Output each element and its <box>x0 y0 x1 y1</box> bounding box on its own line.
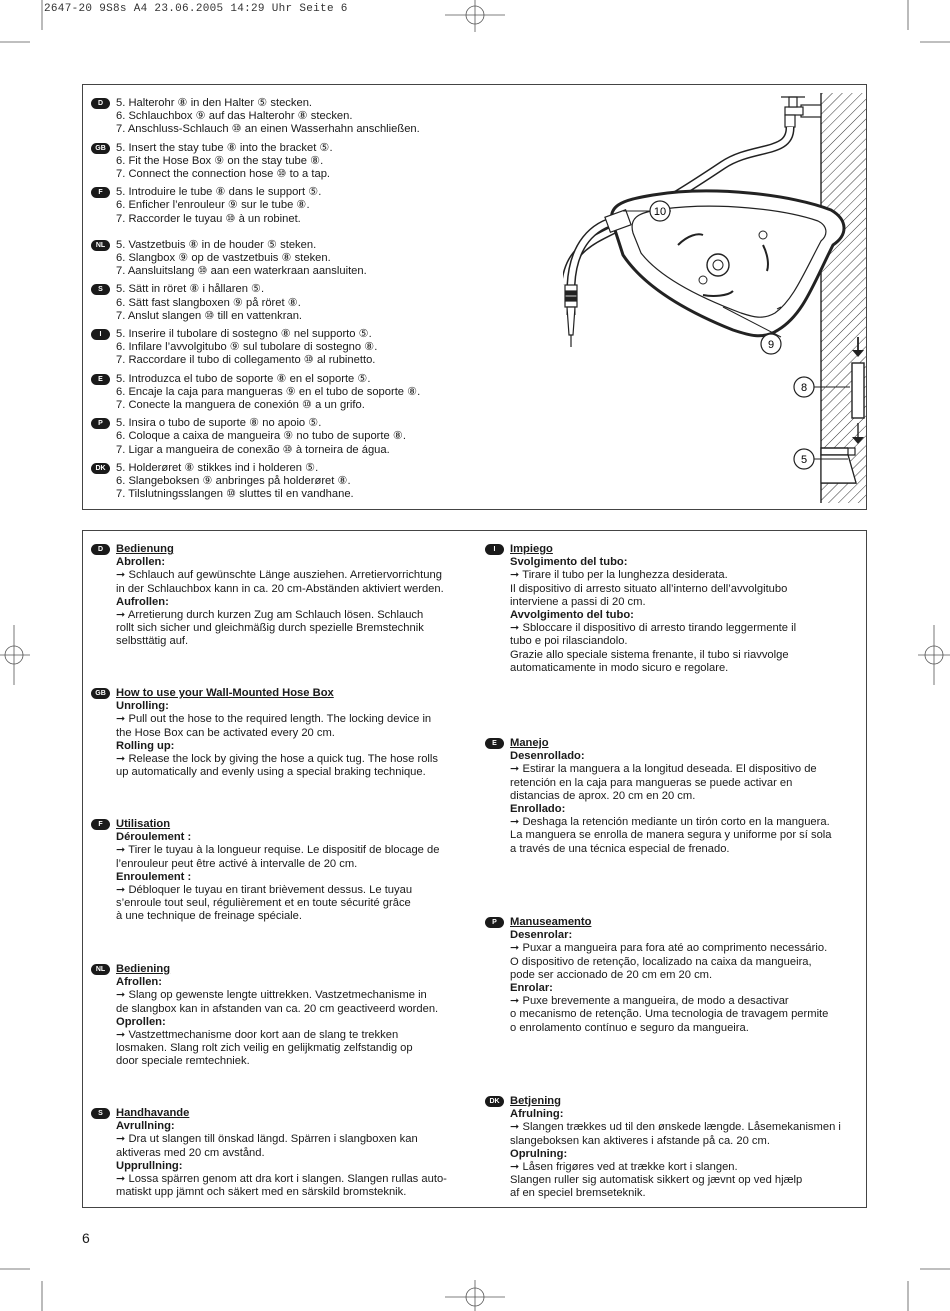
body-line: ➞ Release the lock by giving the hose a quick tug. The hose rolls <box>116 753 438 766</box>
step-group-dk <box>91 462 521 502</box>
step-line: 6. Schlauchbox ⑨ auf das Halterohr ⑧ stecken. <box>116 110 353 123</box>
body-line: La manguera se enrolla de manera segura y uniforme por sí sola <box>510 829 832 842</box>
body-line: ➞ Slangen trækkes ud til den ønskede længde. Låsemekanismen i <box>510 1121 841 1134</box>
step-line: 6. Slangeboksen ⑨ anbringes på holderøret ⑧. <box>116 475 351 488</box>
section-title: Impiego <box>510 543 553 555</box>
step-line: 7. Ligar a mangueira de conexão ⑩ à torneira de água. <box>116 443 390 456</box>
body-line: tubo e poi rilasciandolo. <box>510 635 628 648</box>
body-line: af en speciel bremseteknik. <box>510 1187 646 1200</box>
installation-panel <box>82 84 867 510</box>
body-line: ➞ Puxe brevemente a mangueira, de modo a desactivar <box>510 995 789 1008</box>
usage-section-e <box>485 737 850 856</box>
subheading: Desenrolar: <box>510 929 573 942</box>
svg-text:5: 5 <box>800 454 808 466</box>
subheading: Déroulement : <box>116 831 192 844</box>
body-line: ➞ Tirer le tuyau à la longueur requise. Le dispositif de blocage de <box>116 844 440 857</box>
body-line: Grazie allo speciale sistema frenante, il tubo si riavvolge <box>510 648 789 661</box>
svg-text:9: 9 <box>767 339 775 351</box>
body-line: ➞ Sbloccare il dispositivo di arresto tirando leggermente il <box>510 622 797 635</box>
language-badge: E <box>485 738 504 749</box>
print-slug: 2647-20 9S8s A4 23.06.2005 14:29 Uhr Seite 6 <box>44 3 348 15</box>
language-badge: DK <box>485 1096 504 1107</box>
body-line: ➞ Pull out the hose to the required length. The locking device in <box>116 713 432 726</box>
body-line: ➞ Dra ut slangen till önskad längd. Spärren i slangboxen kan <box>116 1133 418 1146</box>
body-line: o enrolamento contínuo e seguro da mangueira. <box>510 1021 749 1034</box>
language-badge: GB <box>91 143 110 154</box>
step-line: 7. Raccorder le tuyau ⑩ à un robinet. <box>116 212 301 225</box>
body-line: pode ser accionado de 20 cm em 20 cm. <box>510 968 713 981</box>
section-title: Manejo <box>510 737 549 749</box>
step-line: 5. Introduzca el tubo de soporte ⑧ en el soporte ⑤. <box>116 372 371 385</box>
subheading: Afrulning: <box>510 1108 564 1121</box>
body-line: l’enrouleur peut être activé à intervalle de 20 cm. <box>116 857 358 870</box>
language-badge: P <box>91 418 110 429</box>
subheading: Avvolgimento del tubo: <box>510 609 634 622</box>
language-badge: D <box>91 98 110 109</box>
step-line: 7. Anslut slangen ⑩ till en vattenkran. <box>116 309 303 322</box>
step-group-f <box>91 186 521 226</box>
body-line: aktiveras med 20 cm avstånd. <box>116 1146 265 1159</box>
body-line: O dispositivo de retenção, localizado na caixa da mangueira, <box>510 955 812 968</box>
water-tap-icon <box>781 97 821 127</box>
body-line: ➞ Estirar la manguera a la longitud deseada. El dispositivo de <box>510 763 817 776</box>
language-badge: F <box>91 187 110 198</box>
body-line: losmaken. Slang rolt zich veilig en gelijkmatig zelfstandig op <box>116 1042 413 1055</box>
body-line: in der Schlauchbox kann in ca. 20 cm-Abständen aktiviert werden. <box>116 582 444 595</box>
section-title: Bediening <box>116 963 171 975</box>
hose-connector-icon <box>565 285 577 347</box>
language-badge: P <box>485 917 504 928</box>
body-line: the Hose Box can be activated every 20 cm. <box>116 726 335 739</box>
usage-panel <box>82 530 867 1208</box>
body-line: ➞ Schlauch auf gewünschte Länge ausziehen. Arretiervorrichtung <box>116 569 442 582</box>
language-badge: S <box>91 284 110 295</box>
usage-section-dk <box>485 1095 850 1201</box>
usage-section-s <box>91 1107 456 1199</box>
step-line: 5. Vastzetbuis ⑧ in de houder ⑤ steken. <box>116 238 317 251</box>
step-line: 5. Introduire le tube ⑧ dans le support ⑤. <box>116 186 322 199</box>
step-group-nl <box>91 239 521 279</box>
body-line: à une technique de freinage spéciale. <box>116 910 302 923</box>
step-line: 7. Anschluss-Schlauch ⑩ an einen Wasserhahn anschließen. <box>116 123 420 136</box>
step-group-i <box>91 328 521 368</box>
step-line: 5. Sätt in röret ⑧ i hållaren ⑤. <box>116 283 265 296</box>
language-badge: DK <box>91 463 110 474</box>
language-badge: NL <box>91 964 110 975</box>
body-line: o mecanismo de retenção. Uma tecnologia de travagem permite <box>510 1008 829 1021</box>
callout-9 <box>761 334 781 354</box>
hose-box-illustration <box>563 85 868 509</box>
step-line: 6. Coloque a caixa de mangueira ⑨ no tubo de suporte ⑧. <box>116 430 406 443</box>
body-line: automaticamente in modo sicuro e regolare. <box>510 661 729 674</box>
body-line: up automatically and evenly using a special braking technique. <box>116 766 426 779</box>
body-line: s’enroule tout seul, régulièrement et en toute sécurité grâce <box>116 897 411 910</box>
svg-text:10: 10 <box>653 206 667 218</box>
body-line: ➞ Débloquer le tuyau en tirant brièvement dessus. Le tuyau <box>116 884 413 897</box>
step-line: 7. Tilslutningsslangen ⑩ sluttes til en vandhane. <box>116 488 354 501</box>
step-line: 5. Insert the stay tube ⑧ into the bracket ⑤. <box>116 141 333 154</box>
language-badge: D <box>91 544 110 555</box>
section-title: Handhavande <box>116 1107 190 1119</box>
step-line: 5. Inserire il tubolare di sostegno ⑧ nel supporto ⑤. <box>116 328 372 341</box>
body-line: ➞ Arretierung durch kurzen Zug am Schlauch lösen. Schlauch <box>116 609 424 622</box>
body-line: a través de una técnica especial de frenado. <box>510 842 730 855</box>
usage-section-f <box>91 818 456 924</box>
step-line: 6. Fit the Hose Box ⑨ on the stay tube ⑧. <box>116 154 324 167</box>
subheading: Aufrollen: <box>116 595 169 608</box>
step-group-e <box>91 373 521 413</box>
language-badge: E <box>91 374 110 385</box>
section-title: Utilisation <box>116 818 171 830</box>
step-line: 7. Raccordare il tubo di collegamento ⑩ al rubinetto. <box>116 354 376 367</box>
step-line: 6. Slangbox ⑨ op de vastzetbuis ⑧ steken. <box>116 252 331 265</box>
usage-section-gb <box>91 687 456 779</box>
usage-section-nl <box>91 963 456 1069</box>
step-line: 5. Insira o tubo de suporte ⑧ no apoio ⑤. <box>116 417 322 430</box>
body-line: ➞ Slang op gewenste lengte uittrekken. Vastzetmechanisme in <box>116 989 427 1002</box>
body-line: ➞ Tirare il tubo per la lunghezza desiderata. <box>510 569 728 582</box>
installation-steps <box>91 97 521 506</box>
subheading: Enrollado: <box>510 803 566 816</box>
language-badge: S <box>91 1108 110 1119</box>
page-number: 6 <box>82 1230 90 1246</box>
subheading: Oprulning: <box>510 1147 568 1160</box>
language-badge: NL <box>91 240 110 251</box>
language-badge: I <box>485 544 504 555</box>
body-line: selbsttätig auf. <box>116 635 189 648</box>
usage-section-p <box>485 916 850 1035</box>
body-line: ➞ Puxar a mangueira para fora até ao comprimento necessário. <box>510 942 828 955</box>
subheading: Upprullning: <box>116 1159 183 1172</box>
body-line: ➞ Lossa spärren genom att dra kort i slangen. Slangen rullas auto- <box>116 1173 447 1186</box>
step-line: 5. Holderøret ⑧ stikkes ind i holderen ⑤. <box>116 461 319 474</box>
callout-10 <box>650 201 670 221</box>
subheading: Avrullning: <box>116 1120 175 1133</box>
step-line: 6. Sätt fast slangboxen ⑨ på röret ⑧. <box>116 296 301 309</box>
section-title: Bedienung <box>116 543 174 555</box>
subheading: Oprollen: <box>116 1015 166 1028</box>
section-title: Manuseamento <box>510 916 592 928</box>
step-line: 6. Encaje la caja para mangueras ⑨ en el tubo de soporte ⑧. <box>116 385 421 398</box>
body-line: slangeboksen kan aktiveres i afstande på ca. 20 cm. <box>510 1134 770 1147</box>
subheading: Afrollen: <box>116 976 162 989</box>
step-group-p <box>91 417 521 457</box>
step-line: 6. Infilare l’avvolgitubo ⑨ sul tubolare di sostegno ⑧. <box>116 341 378 354</box>
section-title: Betjening <box>510 1095 561 1107</box>
section-title: How to use your Wall-Mounted Hose Box <box>116 687 334 699</box>
body-line: ➞ Deshaga la retención mediante un tirón corto en la manguera. <box>510 816 830 829</box>
step-line: 6. Enficher l’enrouleur ⑨ sur le tube ⑧. <box>116 199 310 212</box>
step-group-d <box>91 97 521 137</box>
step-line: 5. Halterohr ⑧ in den Halter ⑤ stecken. <box>116 97 313 109</box>
usage-section-i <box>485 543 850 675</box>
usage-section-d <box>91 543 456 649</box>
subheading: Enroulement : <box>116 870 192 883</box>
subheading: Unrolling: <box>116 700 169 713</box>
body-line: de slangbox kan in afstanden van ca. 20 cm geactiveerd worden. <box>116 1002 439 1015</box>
language-badge: I <box>91 329 110 340</box>
step-line: 7. Conecte la manguera de conexión ⑩ a un grifo. <box>116 399 365 412</box>
body-line: Slangen ruller sig automatisk sikkert og jævnt op ved hjælp <box>510 1174 803 1187</box>
body-line: distancias de aprox. 20 cm en 20 cm. <box>510 789 696 802</box>
body-line: interviene a passi di 20 cm. <box>510 595 646 608</box>
step-group-s <box>91 283 521 323</box>
body-line: matiskt upp jämnt och säkert med en särskild bromsteknik. <box>116 1186 407 1199</box>
body-line: ➞ Låsen frigøres ved at trække kort i slangen. <box>510 1161 738 1174</box>
subheading: Rolling up: <box>116 739 175 752</box>
step-line: 7. Aansluitslang ⑩ aan een waterkraan aansluiten. <box>116 265 367 278</box>
body-line: rollt sich sicher und gleichmäßig durch spezielle Bremstechnik <box>116 622 424 635</box>
step-line: 7. Connect the connection hose ⑩ to a tap. <box>116 168 331 181</box>
subheading: Abrollen: <box>116 556 166 569</box>
body-line: retención en la caja para mangueras se puede activar en <box>510 776 793 789</box>
language-badge: F <box>91 819 110 830</box>
subheading: Desenrollado: <box>510 750 585 763</box>
subheading: Svolgimento del tubo: <box>510 556 628 569</box>
step-group-gb <box>91 142 521 182</box>
body-line: ➞ Vastzettmechanisme door kort aan de slang te trekken <box>116 1029 399 1042</box>
body-line: door speciale remtechniek. <box>116 1055 250 1068</box>
subheading: Enrolar: <box>510 982 553 995</box>
language-badge: GB <box>91 688 110 699</box>
body-line: Il dispositivo di arresto situato all’interno dell’avvolgitubo <box>510 582 788 595</box>
svg-text:8: 8 <box>800 382 808 394</box>
